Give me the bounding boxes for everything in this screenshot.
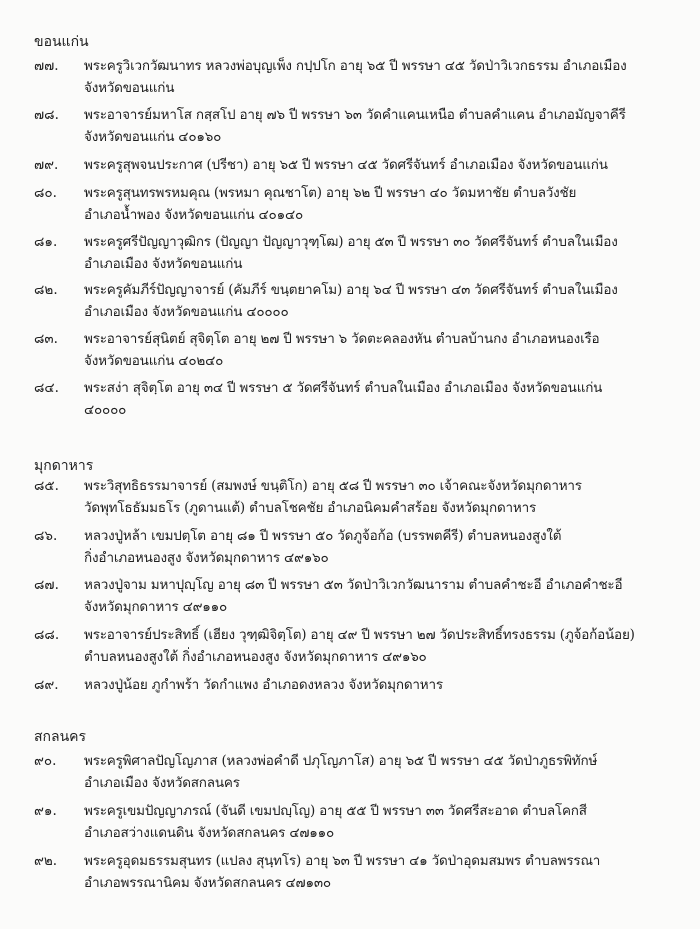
item-line-1: พระอาจารย์ประสิทธิ์ (เฮียง วุฑฺฒิจิตฺโต) อายุ ๔๙ ปี พรรษา ๒๗ วัดประสิทธิ์ทรงธรรม (ภูจ้อก้อน้อย) (84, 627, 635, 643)
section-heading: มุกดาหาร (34, 458, 94, 474)
item-line-2: ๔๐๐๐๐ (84, 402, 127, 418)
item-number: ๘๗. (34, 577, 59, 593)
item-number: ๘๘. (34, 627, 60, 643)
item-line-1: พระครูอุดมธรรมสุนทร (แปลง สุนฺทโร) อายุ ๖๓ ปี พรรษา ๔๑ วัดป่าอุดมสมพร ตำบลพรรณา (84, 853, 601, 869)
item-number: ๘๕. (34, 478, 59, 494)
item-number: ๘๐. (34, 185, 57, 201)
item-line-1: พระสง่า สุจิตฺโต อายุ ๓๔ ปี พรรษา ๕ วัดศรีจันทร์ ตำบลในเมือง อำเภอเมือง จังหวัดขอนแก่น (84, 380, 603, 396)
item-number: ๘๔. (34, 380, 59, 396)
item-line-2: ตำบลหนองสูงใต้ กิ่งอำเภอหนองสูง จังหวัดมุกดาหาร ๔๙๑๖๐ (84, 649, 427, 665)
item-number: ๘๖. (34, 528, 58, 544)
item-number: ๘๙. (34, 677, 59, 693)
item-line-2: อำเภอเมือง จังหวัดขอนแก่น (84, 256, 243, 272)
item-line-1: พระครูสุนทรพรหมคุณ (พรหมา คุณชาโต) อายุ ๖๒ ปี พรรษา ๔๐ วัดมหาชัย ตำบลวังชัย (84, 185, 577, 201)
item-number: ๗๗. (34, 58, 59, 74)
item-line-1: พระครูศรีปัญญาวุฒิกร (ปัญญา ปัญญาวุฑฺโฒ) อายุ ๕๓ ปี พรรษา ๓๐ วัดศรีจันทร์ ตำบลในเมือง (84, 234, 618, 250)
item-line-2: อำเภอเมือง จังหวัดขอนแก่น ๔๐๐๐๐ (84, 304, 289, 320)
item-line-2: กิ่งอำเภอหนองสูง จังหวัดมุกดาหาร ๔๙๑๖๐ (84, 550, 329, 566)
item-line-1: พระครูเขมปัญญาภรณ์ (จันดี เขมปญฺโญ) อายุ ๕๕ ปี พรรษา ๓๓ วัดศรีสะอาด ตำบลโคกสี (84, 803, 587, 819)
item-line-2: จังหวัดขอนแก่น ๔๐๑๖๐ (84, 129, 222, 145)
item-line-1: หลวงปู่จาม มหาปุญฺโญ อายุ ๘๓ ปี พรรษา ๕๓ วัดป่าวิเวกวัฒนาราม ตำบลคำชะอี อำเภอคำชะอี (84, 577, 623, 593)
item-number: ๗๘. (34, 107, 59, 123)
item-line-1: พระครูพิศาลปัญโญภาส (หลวงพ่อคำดี ปภุโญภาโส) อายุ ๖๕ ปี พรรษา ๔๕ วัดป่าภูธรพิทักษ์ (84, 753, 598, 769)
item-number: ๘๒. (34, 282, 58, 298)
item-line-2: อำเภอเมือง จังหวัดสกลนคร (84, 775, 240, 791)
item-line-1: พระอาจารย์สุนิตย์ สุจิตฺโต อายุ ๒๗ ปี พรรษา ๖ วัดตะคลองหัน ตำบลบ้านกง อำเภอหนองเรือ (84, 331, 600, 347)
item-line-1: พระครูวิเวกวัฒนาทร หลวงพ่อบุญเพ็ง กปฺปโก อายุ ๖๕ ปี พรรษา ๔๕ วัดป่าวิเวกธรรม อำเภอเมือง (84, 58, 627, 74)
section-heading: ขอนแก่น (34, 34, 89, 50)
item-number: ๗๙. (34, 157, 59, 173)
item-line-2: จังหวัดขอนแก่น (84, 80, 175, 96)
item-line-1: พระอาจารย์มหาโส กสฺสโป อายุ ๗๖ ปี พรรษา ๖๓ วัดคำแคนเหนือ ตำบลคำแคน อำเภอมัญจาคีรี (84, 107, 626, 123)
item-line-2: อำเภอน้ำพอง จังหวัดขอนแก่น ๔๐๑๔๐ (84, 207, 304, 223)
item-line-1: หลวงปู่หล้า เขมปตฺโต อายุ ๘๑ ปี พรรษา ๕๐ วัดภูจ้อก้อ (บรรพตคีรี) ตำบลหนองสูงใต้ (84, 528, 562, 544)
item-line-2: วัดพุทโธธัมมธโร (ภูดานแต้) ตำบลโชคชัย อำเภอนิคมคำสร้อย จังหวัดมุกดาหาร (84, 500, 537, 516)
item-number: ๙๒. (34, 853, 58, 869)
item-line-2: จังหวัดมุกดาหาร ๔๙๑๑๐ (84, 599, 228, 615)
item-line-1: พระวิสุทธิธรรมาจารย์ (สมพงษ์ ขนฺติโก) อายุ ๕๘ ปี พรรษา ๓๐ เจ้าคณะจังหวัดมุกดาหาร (84, 478, 582, 494)
item-number: ๘๑. (34, 234, 58, 250)
item-line-2: อำเภอสว่างแดนดิน จังหวัดสกลนคร ๔๗๑๑๐ (84, 825, 335, 841)
section-heading: สกลนคร (34, 729, 87, 745)
item-line-1: หลวงปู่น้อย ภูกำพร้า วัดกำแพง อำเภอดงหลวง จังหวัดมุกดาหาร (84, 677, 443, 693)
item-line-1: พระครูสุพจนประกาศ (ปรีชา) อายุ ๖๕ ปี พรรษา ๔๕ วัดศรีจันทร์ อำเภอเมือง จังหวัดขอนแก่น (84, 157, 608, 173)
item-line-2: จังหวัดขอนแก่น ๔๐๒๔๐ (84, 353, 224, 369)
item-number: ๘๓. (34, 331, 58, 347)
item-line-1: พระครูคัมภีร์ปัญญาจารย์ (คัมภีร์ ขนฺตยาคโม) อายุ ๖๔ ปี พรรษา ๔๓ วัดศรีจันทร์ ตำบลในเมือง (84, 282, 618, 298)
item-number: ๙๑. (34, 803, 57, 819)
item-number: ๙๐. (34, 753, 57, 769)
item-line-2: อำเภอพรรณานิคม จังหวัดสกลนคร ๔๗๑๓๐ (84, 875, 331, 891)
